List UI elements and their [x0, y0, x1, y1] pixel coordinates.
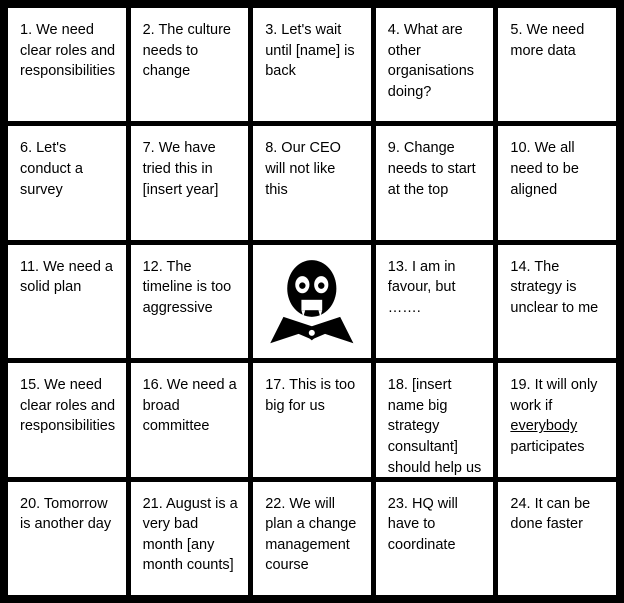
bingo-cell[interactable]	[376, 245, 494, 358]
bingo-cell[interactable]	[253, 482, 371, 595]
vampire-face-icon	[253, 245, 371, 358]
bingo-cell[interactable]	[131, 126, 249, 239]
bingo-cell[interactable]	[131, 363, 249, 476]
bingo-cell[interactable]	[131, 8, 249, 121]
bingo-cell[interactable]	[376, 363, 494, 476]
bingo-cell[interactable]	[8, 8, 126, 121]
bingo-cell[interactable]	[8, 482, 126, 595]
bingo-cell-text: 9. Change needs to start at the top	[387, 140, 480, 198]
bingo-cell-text: 13. I am in favour, but …….	[387, 258, 460, 316]
bingo-cell[interactable]	[131, 482, 249, 595]
bingo-cell[interactable]	[8, 363, 126, 476]
emphasised-word: everybody	[510, 418, 578, 435]
bingo-cell[interactable]	[8, 126, 126, 239]
bingo-cell-text: 15. We need clear roles and responsibilities	[20, 377, 120, 435]
bingo-free-space[interactable]	[253, 245, 371, 358]
bingo-cell[interactable]	[498, 8, 616, 121]
bingo-cell-text: 12. The timeline is too aggressive	[142, 258, 236, 316]
bingo-cell[interactable]	[498, 363, 616, 476]
bingo-cell-text: 5. We need more data	[510, 22, 589, 59]
bingo-cell[interactable]	[253, 8, 371, 121]
bingo-cell-text: 8. Our CEO will not like this	[265, 140, 345, 198]
bingo-cell-text: 18. [insert name big strategy consultant] should help us	[387, 377, 482, 476]
bingo-cell[interactable]	[498, 482, 616, 595]
bingo-cell-text: 10. We all need to be aligned	[510, 140, 583, 198]
bingo-cell-text: 1. We need clear roles and responsibilities	[20, 22, 120, 80]
bingo-cell-text: 16. We need a broad committee	[142, 377, 241, 435]
bingo-cell-text: 3. Let's wait until [name] is back	[265, 22, 359, 80]
bingo-cell-text: 2. The culture needs to change	[142, 22, 236, 80]
bingo-cell[interactable]	[376, 126, 494, 239]
bingo-cell[interactable]	[253, 126, 371, 239]
bingo-cell-text: 22. We will plan a change management course	[265, 495, 361, 574]
bingo-cell-text: 11. We need a solid plan	[20, 258, 118, 296]
bingo-cell-text: 24. It can be done faster	[510, 495, 595, 533]
bingo-cell-text: 23. HQ will have to coordinate	[387, 495, 462, 553]
bingo-cell-text: 4. What are other organisations doing?	[387, 22, 479, 100]
bingo-cell[interactable]	[131, 245, 249, 358]
bingo-cell-text: 6. Let's conduct a survey	[20, 140, 87, 198]
bingo-cell-text: 21. August is a very bad month [any month counts]	[142, 495, 242, 574]
bingo-cell[interactable]	[8, 245, 126, 358]
bingo-cell[interactable]	[253, 363, 371, 476]
bingo-cell[interactable]	[498, 126, 616, 239]
bingo-cell-text: 17. This is too big for us	[265, 377, 360, 414]
bingo-cell[interactable]	[498, 245, 616, 358]
bingo-cell-text: 20. Tomorrow is another day	[20, 495, 112, 533]
bingo-cell-text: 14. The strategy is unclear to me	[510, 258, 599, 316]
bingo-cell[interactable]	[376, 482, 494, 595]
bingo-cell[interactable]	[376, 8, 494, 121]
bingo-cell-text: 7. We have tried this in [insert year]	[142, 140, 220, 198]
bingo-grid	[8, 8, 616, 595]
bingo-cell-text: 19. It will only work if everybody participates	[510, 377, 602, 455]
